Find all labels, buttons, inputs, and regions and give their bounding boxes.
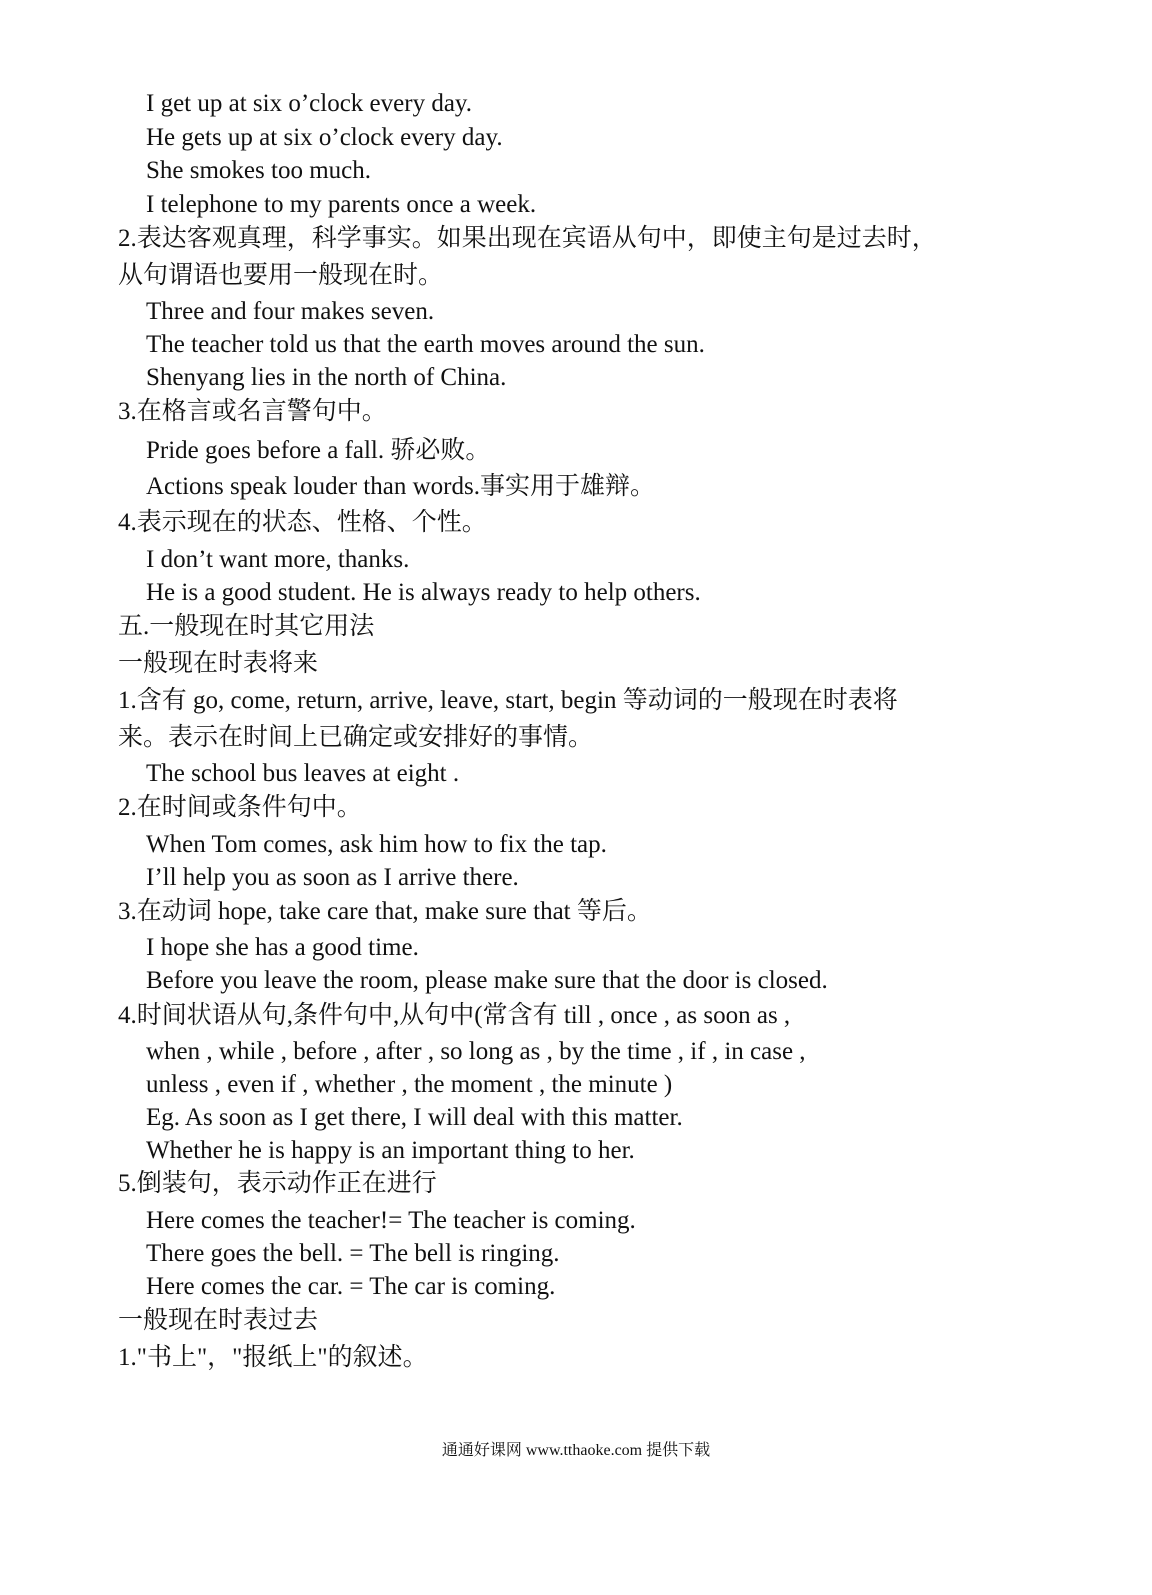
example-line: There goes the bell. = The bell is ringing. [146, 1240, 560, 1267]
example-line: The school bus leaves at eight . [146, 760, 460, 787]
example-line: He is a good student. He is always ready to help others. [146, 579, 701, 606]
rule-line: 2.在时间或条件句中。 [118, 794, 362, 821]
example-line: I’ll help you as soon as I arrive there. [146, 864, 519, 891]
example-line: Actions speak louder than words.事实用于雄辩。 [146, 473, 655, 500]
example-line: He gets up at six o’clock every day. [146, 124, 503, 151]
rule-line: 4.时间状语从句,条件句中,从句中(常含有 till , once , as soon as , [118, 1002, 791, 1029]
rule-line: 来。表示在时间上已确定或安排好的事情。 [118, 724, 594, 751]
example-line: Pride goes before a fall. 骄必败。 [146, 437, 491, 464]
rule-line: 2.表达客观真理，科学事实。如果出现在宾语从句中，即使主句是过去时， [118, 225, 937, 252]
example-line: Before you leave the room, please make sure that the door is closed. [146, 967, 828, 994]
example-line: Eg. As soon as I get there, I will deal with this matter. [146, 1104, 683, 1131]
example-line: Here comes the teacher!= The teacher is coming. [146, 1207, 636, 1234]
rule-line: 3.在格言或名言警句中。 [118, 398, 387, 425]
example-line: When Tom comes, ask him how to fix the tap. [146, 831, 607, 858]
subsection-heading: 一般现在时表过去 [118, 1307, 319, 1334]
example-line: Three and four makes seven. [146, 298, 435, 325]
example-line: The teacher told us that the earth moves around the sun. [146, 331, 705, 358]
rule-line: 从句谓语也要用一般现在时。 [118, 262, 444, 289]
rule-continuation: when , while , before , after , so long as , by the time , if , in case , [146, 1038, 806, 1065]
example-line: I telephone to my parents once a week. [146, 191, 537, 218]
rule-line: 1.含有 go, come, return, arrive, leave, start, begin 等动词的一般现在时表将 [118, 687, 898, 714]
section-heading: 五.一般现在时其它用法 [118, 613, 375, 640]
example-line: I hope she has a good time. [146, 934, 419, 961]
rule-line: 5.倒装句，表示动作正在进行 [118, 1170, 437, 1197]
rule-line: 3.在动词 hope, take care that, make sure that 等后。 [118, 898, 652, 925]
example-line: Shenyang lies in the north of China. [146, 364, 507, 391]
subsection-heading: 一般现在时表将来 [118, 650, 319, 677]
example-line: Whether he is happy is an important thing to her. [146, 1137, 635, 1164]
example-line: She smokes too much. [146, 157, 371, 184]
rule-continuation: unless , even if , whether , the moment , the minute ) [146, 1071, 673, 1098]
example-line: I don’t want more, thanks. [146, 546, 410, 573]
example-line: I get up at six o’clock every day. [146, 90, 473, 117]
page-footer: 通通好课网 www.tthaoke.com 提供下载 [441, 1442, 711, 1459]
example-line: Here comes the car. = The car is coming. [146, 1273, 556, 1300]
rule-line: 1."书上"，"报纸上"的叙述。 [118, 1344, 428, 1371]
rule-line: 4.表示现在的状态、性格、个性。 [118, 509, 487, 536]
